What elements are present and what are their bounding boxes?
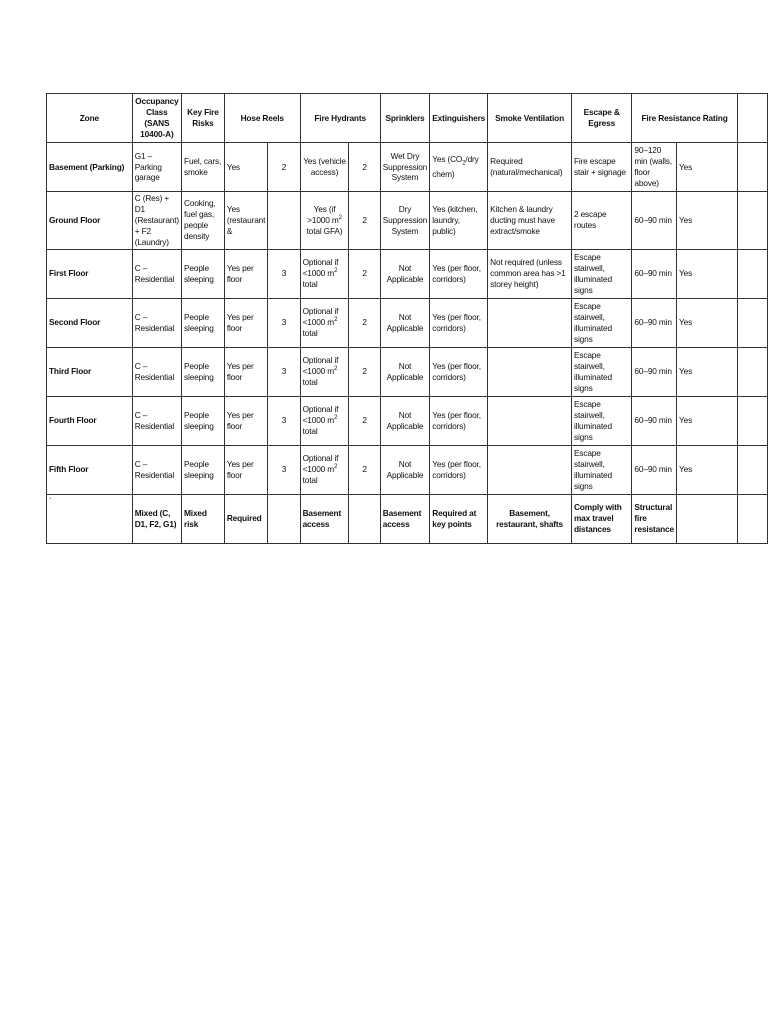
header-row <box>47 94 768 143</box>
summary-risks-cell: Mixed risk <box>182 494 225 543</box>
rating-extra-cell: Yes <box>676 192 737 250</box>
sprinkler-cell: Not Applicable <box>380 396 429 445</box>
table-row <box>47 249 768 298</box>
fire-safety-table <box>46 93 768 544</box>
fire-rating-cell: 60–90 min <box>632 192 677 250</box>
key-risks-cell: People sleeping <box>182 298 225 347</box>
header-smoke-ventilation: Smoke Ventilation <box>488 94 572 143</box>
summary-hydrant-cell: Basement access <box>300 494 349 543</box>
hydrant-count-cell: 2 <box>349 298 380 347</box>
escape-cell: 2 escape routes <box>571 192 631 250</box>
hydrant-cell <box>300 347 349 396</box>
summary-sprinkler-cell: Basement access <box>380 494 429 543</box>
hose-reel-count-cell: 3 <box>268 249 300 298</box>
hose-reel-cell: Yes per floor <box>224 249 267 298</box>
hydrant-count-cell: 2 <box>349 192 380 250</box>
table-row <box>47 298 768 347</box>
table-row <box>47 445 768 494</box>
occupancy-cell: C – Residential <box>132 298 181 347</box>
hydrant-count-cell: 2 <box>349 347 380 396</box>
empty-cell <box>737 143 767 192</box>
empty-cell <box>737 445 767 494</box>
hydrant-superscript: 2 <box>334 268 338 275</box>
hydrant-superscript: 2 <box>334 464 338 471</box>
hydrant-text-end: total <box>302 328 318 339</box>
hydrant-count-cell: 2 <box>349 396 380 445</box>
hydrant-text-end: total <box>302 279 318 290</box>
sprinkler-cell: Not Applicable <box>380 249 429 298</box>
rating-extra-cell: Yes <box>676 396 737 445</box>
header-extinguishers: Extinguishers <box>430 94 488 143</box>
extinguisher-cell: Yes (per floor, corridors) <box>430 396 488 445</box>
header-fire-resistance: Fire Resistance Rating <box>632 94 737 143</box>
summary-rating-cell: Structural fire resistance <box>632 494 677 543</box>
table-row <box>47 347 768 396</box>
hose-reel-cell: Yes per floor <box>224 445 267 494</box>
fire-rating-cell: 60–90 min <box>632 347 677 396</box>
occupancy-cell: C – Residential <box>132 396 181 445</box>
extinguisher-cell: Yes (per floor, corridors) <box>430 298 488 347</box>
hydrant-cell <box>300 192 349 250</box>
hydrant-cell <box>300 249 349 298</box>
empty-cell <box>737 192 767 250</box>
occupancy-cell: C – Residential <box>132 347 181 396</box>
fire-rating-cell: 60–90 min <box>632 298 677 347</box>
hose-reel-count-cell: 3 <box>268 298 300 347</box>
smoke-ventilation-cell: Kitchen & laundry ducting must have extract/smoke <box>488 192 572 250</box>
hydrant-text-end: total <box>302 377 318 388</box>
sprinkler-cell: Dry Suppression System <box>380 192 429 250</box>
rating-extra-cell: Yes <box>676 445 737 494</box>
extinguisher-text-end: /dry chem) <box>432 154 479 179</box>
fire-rating-cell: 60–90 min <box>632 445 677 494</box>
extinguisher-cell: Yes (per floor, corridors) <box>430 249 488 298</box>
occupancy-cell: G1 – Parking garage <box>132 143 181 192</box>
summary-smoke-cell: Basement, restaurant, shafts <box>488 494 572 543</box>
key-risks-cell: People sleeping <box>182 347 225 396</box>
header-escape-egress: Escape & Egress <box>571 94 631 143</box>
header-key-fire-risks: Key Fire Risks <box>182 94 225 143</box>
summary-extra-cell <box>676 494 737 543</box>
hose-reel-count-cell: 3 <box>268 445 300 494</box>
summary-empty-cell <box>737 494 767 543</box>
hose-reel-cell: Yes per floor <box>224 347 267 396</box>
extinguisher-cell <box>430 143 488 192</box>
header-hose-reels: Hose Reels <box>224 94 300 143</box>
key-risks-cell: People sleeping <box>182 396 225 445</box>
hydrant-text: Optional if <1000 m <box>302 355 339 377</box>
sprinkler-cell: Not Applicable <box>380 445 429 494</box>
sprinkler-cell: Wet Dry Suppression System <box>380 143 429 192</box>
hydrant-cell: Yes (vehicle access) <box>300 143 349 192</box>
sprinkler-cell: Not Applicable <box>380 347 429 396</box>
escape-cell: Escape stairwell, illuminated signs <box>571 298 631 347</box>
hose-reel-count-cell: 3 <box>268 347 300 396</box>
hydrant-text: Optional if <1000 m <box>302 453 339 475</box>
hydrant-text: Optional if <1000 m <box>302 404 339 426</box>
empty-cell <box>737 298 767 347</box>
hydrant-text-end: total <box>302 426 318 437</box>
hydrant-cell <box>300 298 349 347</box>
hydrant-cell <box>300 396 349 445</box>
rating-extra-cell: Yes <box>676 249 737 298</box>
summary-hose-cell: Required <box>224 494 267 543</box>
table-row <box>47 192 768 250</box>
empty-cell <box>737 249 767 298</box>
hose-reel-cell: Yes per floor <box>224 298 267 347</box>
hose-reel-count-cell: 3 <box>268 396 300 445</box>
summary-row <box>47 494 768 543</box>
header-sprinklers: Sprinklers <box>380 94 429 143</box>
hydrant-cell <box>300 445 349 494</box>
empty-cell <box>737 396 767 445</box>
hydrant-text: Yes (if >1000 m <box>307 203 339 225</box>
smoke-ventilation-cell: Required (natural/mechanical) <box>488 143 572 192</box>
extinguisher-subscript: 2 <box>462 160 466 167</box>
hydrant-text: Optional if <1000 m <box>302 306 339 328</box>
sprinkler-cell: Not Applicable <box>380 298 429 347</box>
zone-cell: Third Floor <box>47 347 133 396</box>
smoke-ventilation-cell <box>488 445 572 494</box>
rating-extra-cell: Yes <box>676 298 737 347</box>
summary-extinguisher-cell: Required at key points <box>430 494 488 543</box>
smoke-ventilation-cell <box>488 298 572 347</box>
hose-reel-cell: Yes (restaurant & <box>224 192 267 250</box>
zone-cell: Basement (Parking) <box>47 143 133 192</box>
fire-rating-cell: 90–120 min (walls, floor above) <box>632 143 677 192</box>
key-risks-cell: Fuel, cars, smoke <box>182 143 225 192</box>
hose-reel-cell: Yes <box>224 143 267 192</box>
extinguisher-cell: Yes (per floor, corridors) <box>430 445 488 494</box>
summary-hose-count-cell <box>268 494 300 543</box>
header-empty <box>737 94 767 143</box>
hydrant-superscript: 2 <box>334 317 338 324</box>
hydrant-text: Optional if <1000 m <box>302 257 339 279</box>
fire-rating-cell: 60–90 min <box>632 249 677 298</box>
hydrant-text-end: total GFA) <box>306 225 343 236</box>
header-zone: Zone <box>47 94 133 143</box>
table-row <box>47 396 768 445</box>
extinguisher-text: Yes (CO <box>432 154 463 165</box>
zone-cell: Ground Floor <box>47 192 133 250</box>
escape-cell: Escape stairwell, illuminated signs <box>571 396 631 445</box>
summary-occupancy-cell: Mixed (C, D1, F2, G1) <box>132 494 181 543</box>
hydrant-superscript: 2 <box>334 415 338 422</box>
header-fire-hydrants: Fire Hydrants <box>300 94 380 143</box>
zone-cell: Fifth Floor <box>47 445 133 494</box>
hose-reel-count-cell <box>268 192 300 250</box>
zone-cell: Second Floor <box>47 298 133 347</box>
escape-cell: Escape stairwell, illuminated signs <box>571 249 631 298</box>
hydrant-superscript: 2 <box>338 215 342 222</box>
key-risks-cell: People sleeping <box>182 249 225 298</box>
summary-hydrant-count-cell <box>349 494 380 543</box>
key-risks-cell: People sleeping <box>182 445 225 494</box>
summary-zone-cell: ` <box>47 494 133 543</box>
rating-extra-cell: Yes <box>676 143 737 192</box>
hydrant-count-cell: 2 <box>349 143 380 192</box>
hydrant-superscript: 2 <box>334 366 338 373</box>
occupancy-cell: C – Residential <box>132 445 181 494</box>
hose-reel-count-cell: 2 <box>268 143 300 192</box>
escape-cell: Escape stairwell, illuminated signs <box>571 347 631 396</box>
zone-cell: First Floor <box>47 249 133 298</box>
summary-escape-cell: Comply with max travel distances <box>571 494 631 543</box>
zone-cell: Fourth Floor <box>47 396 133 445</box>
escape-cell: Fire escape stair + signage <box>571 143 631 192</box>
hydrant-text-end: total <box>302 475 318 486</box>
smoke-ventilation-cell <box>488 347 572 396</box>
key-risks-cell: Cooking, fuel gas, people density <box>182 192 225 250</box>
hydrant-count-cell: 2 <box>349 445 380 494</box>
extinguisher-cell: Yes (kitchen, laundry, public) <box>430 192 488 250</box>
rating-extra-cell: Yes <box>676 347 737 396</box>
empty-cell <box>737 347 767 396</box>
hose-reel-cell: Yes per floor <box>224 396 267 445</box>
smoke-ventilation-cell: Not required (unless common area has >1 storey height) <box>488 249 572 298</box>
extinguisher-cell: Yes (per floor, corridors) <box>430 347 488 396</box>
hydrant-count-cell: 2 <box>349 249 380 298</box>
occupancy-cell: C – Residential <box>132 249 181 298</box>
fire-rating-cell: 60–90 min <box>632 396 677 445</box>
header-occupancy: Occupancy Class (SANS 10400-A) <box>132 94 181 143</box>
escape-cell: Escape stairwell, illuminated signs <box>571 445 631 494</box>
occupancy-cell: C (Res) + D1 (Restaurant) + F2 (Laundry) <box>132 192 181 250</box>
table-row <box>47 143 768 192</box>
smoke-ventilation-cell <box>488 396 572 445</box>
